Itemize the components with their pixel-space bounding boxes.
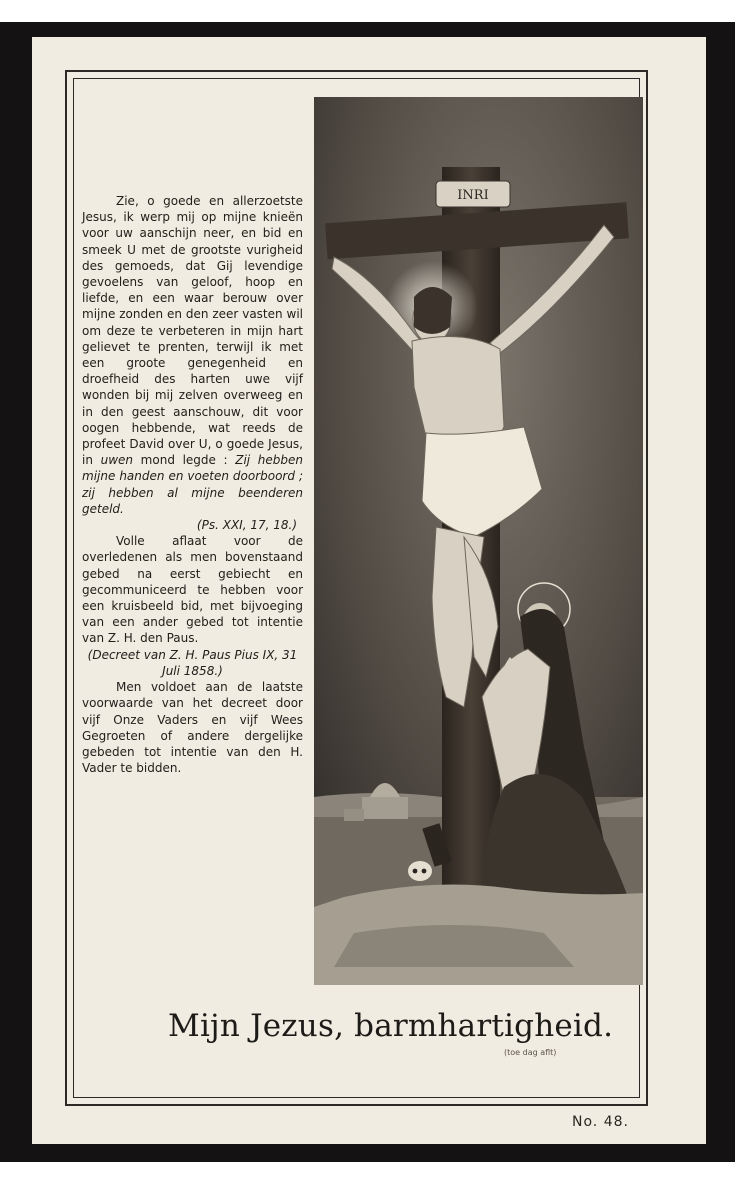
crucifixion-illustration: [314, 97, 643, 985]
motto-text: Mijn Jezus, barmhartigheid.: [168, 1008, 614, 1044]
prayer-paragraph-3: Men voldoet aan de laatste voorwaarde van het decreet door vijf Onze Vaders en vijf Wees Gegroeten of andere dergelijke gebeden tot intentie van den H. Vader te bidden.: [82, 680, 303, 776]
crucifixion-engraving: [314, 97, 643, 985]
italic-uwen: uwen: [100, 453, 134, 468]
prayer-text: [82, 193, 303, 776]
skull-icon: [408, 861, 432, 881]
inri-inscription: INRI: [457, 188, 489, 203]
inri-plaque: [436, 181, 510, 207]
christ-hair: [414, 287, 452, 334]
card-number: No. 48.: [572, 1114, 629, 1130]
psalm-reference: (Ps. XXI, 17, 18.): [196, 518, 297, 533]
prayer-paragraph-1: Zie, o goede en allerzoetste Jesus, ik werp mij op mijne knieën voor uw aanschijn neer, en bid en smeek U met de grootste vurigheid des gemoeds, dat Gij levendige gevoelens van geloof, hoop en liefde, en een waar berouw over mijne zonden en den zeer vasten wil om deze te verbeteren in mijn hart gelievet te prenten, terwijl ik met een groote genegenheid en droefheid des harten uwe vijf wonden bij mij zelven overweeg en in den geest aanschouw, dit voor oogen hebbende, wat reeds de profeet David over U, o goede Jesus, in uwen mond legde : Zij hebben mijne handen en voeten doorboord ; zij hebben al mijne beenderen geteld.: [82, 194, 303, 516]
motto: [168, 1000, 614, 1070]
psalm-quote: Zij hebben mijne handen en voeten doorboord ; zij hebben al mijne beenderen geteld.: [82, 453, 303, 516]
decree-reference: (Decreet van Z. H. Paus Pius IX, 31 Juli 1858.): [87, 647, 298, 678]
prayer-paragraph-2: Volle aflaat voor de overledenen als men bovenstaand gebed na eerst gebiecht en gecommuniceerd te hebben voor een kruisbeeld bid, met bijvoeging van een ander gebed tot intentie van Z. H. den Paus.: [82, 534, 303, 646]
motto-note: (toe dag aflt): [504, 1048, 557, 1057]
